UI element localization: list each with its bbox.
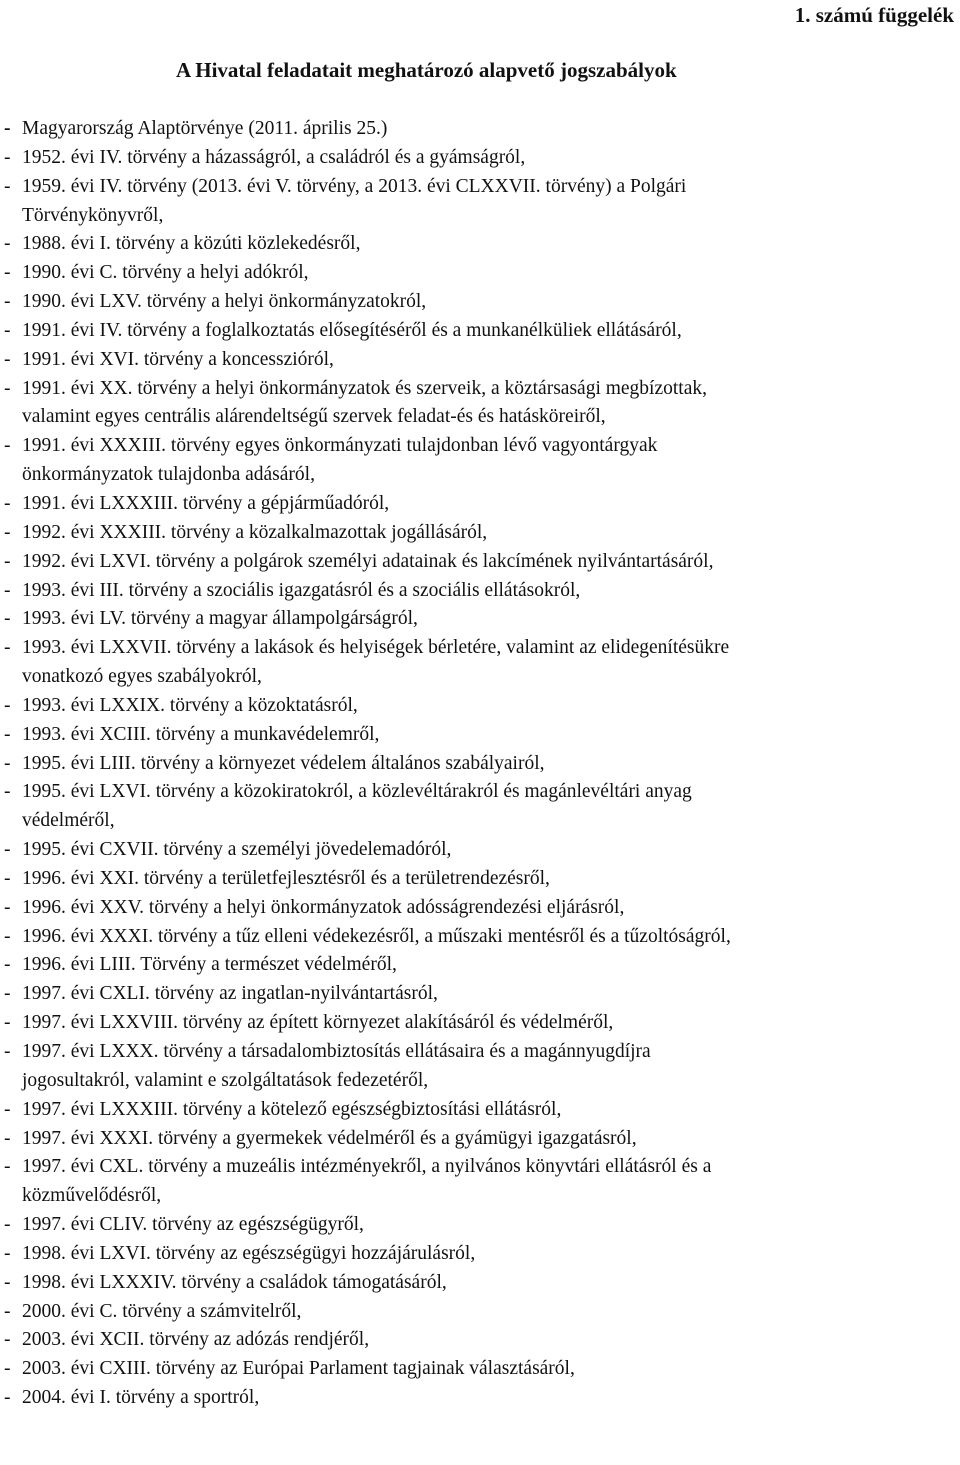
law-line: 1991. évi LXXXIII. törvény a gépjárműadóról,	[22, 492, 390, 514]
list-dash: -	[4, 1387, 11, 1409]
law-line: 1995. évi LIII. törvény a környezet védelem általános szabályairól,	[22, 752, 545, 774]
law-text	[22, 1038, 960, 1096]
law-text	[22, 577, 960, 606]
law-item	[4, 1326, 960, 1355]
law-item	[4, 144, 960, 173]
law-item	[4, 778, 960, 836]
law-line: 1952. évi IV. törvény a házasságról, a családról és a gyámságról,	[22, 146, 526, 168]
list-dash: -	[4, 1271, 11, 1293]
law-item	[4, 577, 960, 606]
law-item	[4, 750, 960, 779]
law-item	[4, 346, 960, 375]
list-dash: -	[4, 781, 11, 803]
law-text	[22, 1009, 960, 1038]
law-line: 1997. évi CXL. törvény a muzeális intézményekről, a nyilvános könyvtári ellátásról és a	[22, 1156, 712, 1178]
list-dash: -	[4, 925, 11, 947]
law-line: 1997. évi CXLI. törvény az ingatlan-nyilvántartásról,	[22, 983, 438, 1005]
law-line: 1998. évi LXXXIV. törvény a családok támogatásáról,	[22, 1271, 447, 1293]
law-item	[4, 1384, 960, 1413]
list-dash: -	[4, 175, 11, 197]
list-dash: -	[4, 1329, 11, 1351]
law-text	[22, 634, 960, 692]
list-dash: -	[4, 839, 11, 861]
law-item	[4, 288, 960, 317]
law-item	[4, 1269, 960, 1298]
list-dash: -	[4, 492, 11, 514]
list-dash: -	[4, 1098, 11, 1120]
law-line: 2004. évi I. törvény a sportról,	[22, 1387, 260, 1409]
list-dash: -	[4, 262, 11, 284]
list-dash: -	[4, 1012, 11, 1034]
list-dash: -	[4, 896, 11, 918]
law-item	[4, 1125, 960, 1154]
law-text	[22, 1153, 960, 1211]
law-line: 1959. évi IV. törvény (2013. évi V. törvény, a 2013. évi CLXXVII. törvény) a Polgári	[22, 175, 687, 197]
list-dash: -	[4, 954, 11, 976]
law-text	[22, 490, 960, 519]
law-text	[22, 1384, 960, 1413]
law-line: 1991. évi IV. törvény a foglalkoztatás elősegítéséről és a munkanélküliek ellátásáról,	[22, 319, 682, 341]
list-dash: -	[4, 1156, 11, 1178]
list-dash: -	[4, 608, 11, 630]
list-dash: -	[4, 1300, 11, 1322]
list-dash: -	[4, 694, 11, 716]
law-line: 2003. évi CXIII. törvény az Európai Parlament tagjainak választásáról,	[22, 1358, 575, 1380]
law-text	[22, 836, 960, 865]
law-text	[22, 923, 960, 952]
list-dash: -	[4, 233, 11, 255]
law-line: 1993. évi III. törvény a szociális igazgatásról és a szociális ellátásokról,	[22, 579, 581, 601]
law-text	[22, 951, 960, 980]
law-text	[22, 605, 960, 634]
law-line: 1996. évi XXV. törvény a helyi önkormányzatok adósságrendezési eljárásról,	[22, 896, 625, 918]
document-title: A Hivatal feladatait meghatározó alapvető jogszabályok	[176, 58, 677, 82]
list-dash: -	[4, 348, 11, 370]
law-item	[4, 1038, 960, 1096]
law-text	[22, 548, 960, 577]
law-text	[22, 1269, 960, 1298]
law-text	[22, 519, 960, 548]
law-list	[4, 115, 960, 1413]
list-dash: -	[4, 1242, 11, 1264]
law-item	[4, 1096, 960, 1125]
law-item	[4, 721, 960, 750]
law-item	[4, 519, 960, 548]
law-item	[4, 1298, 960, 1327]
list-dash: -	[4, 1214, 11, 1236]
appendix-label: 1. számú függelék	[794, 3, 954, 27]
law-line: 1998. évi LXVI. törvény az egészségügyi hozzájárulásról,	[22, 1242, 476, 1264]
law-line: 1990. évi C. törvény a helyi adókról,	[22, 262, 309, 284]
law-line: önkormányzatok tulajdonba adásáról,	[22, 464, 315, 486]
law-line: 1993. évi LXXVII. törvény a lakások és helyiségek bérletére, valamint az elidegenítésükre	[22, 637, 730, 659]
law-item	[4, 317, 960, 346]
law-line: 1993. évi XCIII. törvény a munkavédelemről,	[22, 723, 380, 745]
list-dash: -	[4, 1358, 11, 1380]
law-text	[22, 230, 960, 259]
law-text	[22, 1096, 960, 1125]
law-line: 1996. évi LIII. Törvény a természet védelméről,	[22, 954, 397, 976]
law-line: Magyarország Alaptörvénye (2011. április 25.)	[22, 118, 388, 139]
law-line: 1997. évi LXXVIII. törvény az épített környezet alakításáról és védelméről,	[22, 1012, 614, 1034]
list-dash: -	[4, 146, 11, 168]
law-line: 1997. évi CLIV. törvény az egészségügyről,	[22, 1214, 364, 1236]
law-text	[22, 721, 960, 750]
list-dash: -	[4, 637, 11, 659]
law-text	[22, 750, 960, 779]
law-item	[4, 548, 960, 577]
law-item	[4, 951, 960, 980]
law-item	[4, 490, 960, 519]
law-text	[22, 346, 960, 375]
law-line: 1991. évi XXXIII. törvény egyes önkormányzati tulajdonban lévő vagyontárgyak	[22, 435, 658, 457]
law-item	[4, 836, 960, 865]
law-text	[22, 1298, 960, 1327]
law-item	[4, 634, 960, 692]
law-text	[22, 375, 960, 433]
law-line: 1991. évi XVI. törvény a koncesszióról,	[22, 348, 334, 370]
law-line: 2003. évi XCII. törvény az adózás rendjéről,	[22, 1329, 370, 1351]
law-text	[22, 432, 960, 490]
law-item	[4, 865, 960, 894]
list-dash: -	[4, 377, 11, 399]
law-line: 1990. évi LXV. törvény a helyi önkormányzatokról,	[22, 291, 427, 313]
law-line: közművelődésről,	[22, 1185, 162, 1207]
law-text	[22, 778, 960, 836]
law-text	[22, 144, 960, 173]
list-dash: -	[4, 752, 11, 774]
law-text	[22, 692, 960, 721]
law-item	[4, 375, 960, 433]
law-item	[4, 1240, 960, 1269]
law-text	[22, 894, 960, 923]
list-dash: -	[4, 521, 11, 543]
list-dash: -	[4, 1127, 11, 1149]
list-dash: -	[4, 291, 11, 313]
law-text	[22, 865, 960, 894]
law-text	[22, 259, 960, 288]
law-line: 1988. évi I. törvény a közúti közlekedésről,	[22, 233, 361, 255]
law-item	[4, 1153, 960, 1211]
list-dash: -	[4, 1041, 11, 1062]
law-text	[22, 980, 960, 1009]
law-item	[4, 432, 960, 490]
law-line: 1993. évi LXXIX. törvény a közoktatásról,	[22, 694, 358, 716]
law-item	[4, 605, 960, 634]
law-item	[4, 894, 960, 923]
law-line: 1997. évi LXXXIII. törvény a kötelező egészségbiztosítási ellátásról,	[22, 1098, 562, 1120]
law-item	[4, 692, 960, 721]
law-line: jogosultakról, valamint e szolgáltatások fedezetéről,	[22, 1069, 429, 1091]
law-item	[4, 173, 960, 231]
list-dash: -	[4, 435, 11, 457]
law-text	[22, 317, 960, 346]
law-line: 1992. évi XXXIII. törvény a közalkalmazottak jogállásáról,	[22, 521, 488, 543]
law-line: valamint egyes centrális alárendeltségű szervek feladat-és és hatásköreiről,	[22, 406, 606, 428]
law-text	[22, 1326, 960, 1355]
law-item	[4, 980, 960, 1009]
law-item	[4, 1009, 960, 1038]
list-dash: -	[4, 118, 11, 139]
law-text	[22, 115, 960, 144]
list-dash: -	[4, 579, 11, 601]
law-line: 1995. évi CXVII. törvény a személyi jövedelemadóról,	[22, 839, 452, 861]
law-line: 1993. évi LV. törvény a magyar állampolgárságról,	[22, 608, 418, 630]
law-item	[4, 230, 960, 259]
law-line: Törvénykönyvről,	[22, 204, 164, 226]
law-line: vonatkozó egyes szabályokról,	[22, 666, 262, 688]
list-dash: -	[4, 983, 11, 1005]
law-line: 1996. évi XXI. törvény a területfejlesztésről és a területrendezésről,	[22, 867, 550, 889]
list-dash: -	[4, 319, 11, 341]
law-line: 1991. évi XX. törvény a helyi önkormányzatok és szerveik, a köztársasági megbízottak,	[22, 377, 707, 399]
list-dash: -	[4, 867, 11, 889]
law-item	[4, 259, 960, 288]
law-text	[22, 1211, 960, 1240]
law-text	[22, 173, 960, 231]
law-item	[4, 115, 960, 144]
law-line: 2000. évi C. törvény a számvitelről,	[22, 1300, 302, 1322]
law-line: 1996. évi XXXI. törvény a tűz elleni védekezésről, a műszaki mentésről és a tűzoltóságról,	[22, 925, 731, 947]
law-line: 1992. évi LXVI. törvény a polgárok személyi adatainak és lakcímének nyilvántartásáról,	[22, 550, 714, 572]
law-text	[22, 288, 960, 317]
list-dash: -	[4, 723, 11, 745]
law-item	[4, 923, 960, 952]
law-line: védelméről,	[22, 810, 115, 832]
law-line: 1997. évi LXXX. törvény a társadalombiztosítás ellátásaira és a magánnyugdíjra	[22, 1041, 651, 1062]
law-line: 1997. évi XXXI. törvény a gyermekek védelméről és a gyámügyi igazgatásról,	[22, 1127, 637, 1149]
law-text	[22, 1355, 960, 1384]
list-dash: -	[4, 550, 11, 572]
law-item	[4, 1211, 960, 1240]
law-text	[22, 1240, 960, 1269]
law-item	[4, 1355, 960, 1384]
law-line: 1995. évi LXVI. törvény a közokiratokról, a közlevéltárakról és magánlevéltári anyag	[22, 781, 692, 803]
law-text	[22, 1125, 960, 1154]
